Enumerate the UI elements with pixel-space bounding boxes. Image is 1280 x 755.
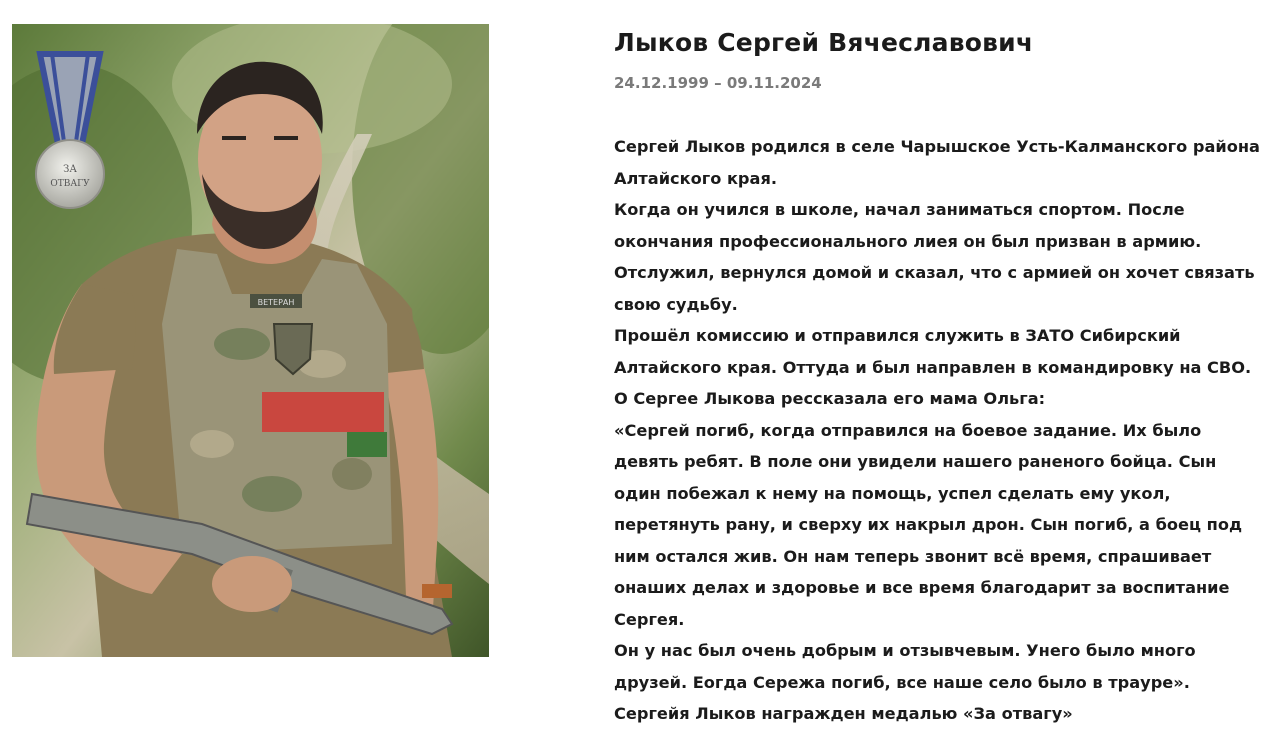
- bio-paragraph: О Сергее Лыкова ресcказала его мама Ольга:: [614, 389, 1046, 408]
- patch-label: ВЕТЕРАН: [257, 298, 295, 307]
- bio-paragraph: Сергей Лыков родился в селе Чарышское Усть-Калманского района Алтайского края.: [614, 137, 1260, 188]
- bio-paragraph: Прошёл комиссию и отправился служить в ЗАТО Сибирский Алтайского края. Оттуда и был направлен в командировку на СВО.: [614, 326, 1252, 377]
- memorial-photo: [12, 24, 489, 657]
- bio-paragraph: Он у нас был очень добрым и отзывчевым. Унего было много друзей. Еогда Сережа погиб, все наше село было в трауре».: [614, 641, 1196, 692]
- biography: [614, 131, 1264, 730]
- medal-text-line1: ЗА: [63, 164, 77, 175]
- person-name: Лыков Сергей Вячеславович: [614, 28, 1034, 57]
- photo-illustration: [12, 24, 489, 657]
- bio-paragraph: Когда он учился в школе, начал заниматься спортом. После окончания профессионального лиея он был призван в армию. Отслужил, вернулся домой и сказал, что с армией он хочет связать свою судьбу.: [614, 200, 1255, 314]
- bio-paragraph: «Сергей погиб, когда отправился на боевое задание. Их было девять ребят. В поле они увидели нашего раненого бойца. Сын один побежал к нему на помощь, успел сделать ему укол, перетянуть рану, и сверху их накрыл дрон. Сын погиб, а боец под ним остался жив. Он нам теперь звонит всё время, спрашивает онаших делах и здоровье и все время благодарит за воспитание Сергея.: [614, 420, 1243, 629]
- life-dates: 24.12.1999 – 09.11.2024: [614, 74, 822, 92]
- memorial-content: [614, 26, 1264, 730]
- medal-text-line2: ОТВАГУ: [50, 179, 90, 189]
- bio-paragraph: Сергейя Лыков награжден медалью «За отвагу»: [614, 704, 1073, 723]
